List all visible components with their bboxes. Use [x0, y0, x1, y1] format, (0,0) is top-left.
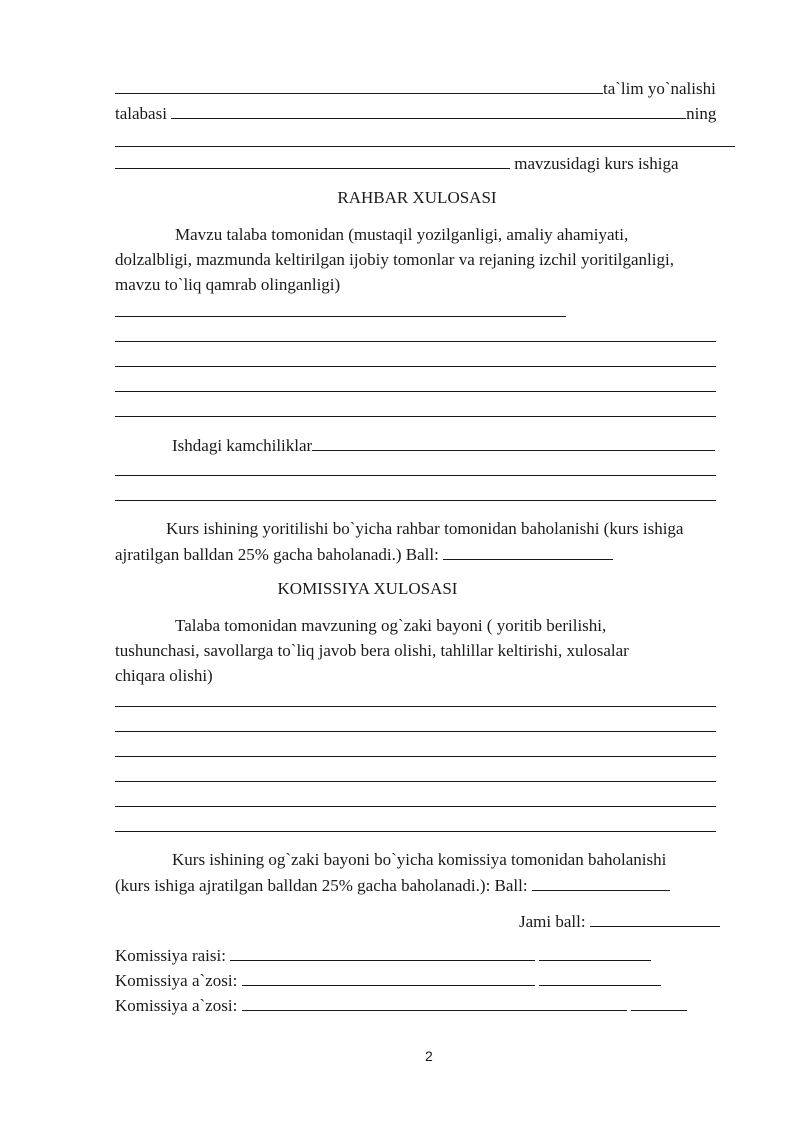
rahbar-answer-line[interactable]: [115, 316, 566, 317]
komissiya-answer-line[interactable]: [115, 781, 716, 782]
rahbar-baho-line-2: [115, 542, 613, 566]
azosi2-name-blank[interactable]: [242, 993, 627, 1011]
komissiya-azosi-label-1: Komissiya a`zosi:: [115, 971, 238, 990]
komissiya-azosi-line-2: [115, 993, 687, 1017]
komissiya-para-line-2: tushunchasi, savollarga to`liq javob bera olishi, tahlillar keltirishi, xulosalar: [115, 641, 629, 660]
komissiya-raisi-label: Komissiya raisi:: [115, 946, 226, 965]
komissiya-azosi-label-2: Komissiya a`zosi:: [115, 996, 238, 1015]
komissiya-answer-line[interactable]: [115, 731, 716, 732]
header-line-2-prefix: talabasi: [115, 104, 167, 123]
raisi-name-blank[interactable]: [230, 943, 535, 961]
komissiya-answer-line[interactable]: [115, 831, 716, 832]
komissiya-ball-label: (kurs ishiga ajratilgan balldan 25% gacha baholanadi.): Ball:: [115, 876, 528, 895]
header-line-2-suffix: ning: [686, 104, 717, 123]
header-line-4-suffix: mavzusidagi kurs ishiga: [514, 154, 679, 173]
komissiya-answer-line[interactable]: [115, 806, 716, 807]
student-name-blank[interactable]: [171, 101, 686, 119]
kamchiliklar-answer-line[interactable]: [115, 500, 716, 501]
page-number: 2: [425, 1048, 433, 1064]
kamchiliklar-blank[interactable]: [312, 433, 715, 451]
rahbar-baho-line-1: Kurs ishining yoritilishi bo`yicha rahbar tomonidan baholanishi (kurs ishiga: [166, 519, 684, 538]
topic-blank[interactable]: [115, 151, 510, 169]
jami-ball-line: [519, 909, 720, 933]
azosi2-signature-blank[interactable]: [631, 993, 687, 1011]
komissiya-heading: KOMISSIYA XULOSASI: [277, 579, 458, 598]
komissiya-para-line-1: Talaba tomonidan mavzuning og`zaki bayoni ( yoritib berilishi,: [175, 616, 607, 635]
komissiya-baho-line-2: [115, 873, 670, 897]
komissiya-answer-line[interactable]: [115, 756, 716, 757]
kamchiliklar-line: [172, 433, 715, 457]
rahbar-answer-line[interactable]: [115, 391, 716, 392]
rahbar-answer-line[interactable]: [115, 366, 716, 367]
komissiya-azosi-line-1: [115, 968, 661, 992]
komissiya-baho-line-1: Kurs ishining og`zaki bayoni bo`yicha komissiya tomonidan baholanishi: [172, 850, 667, 869]
azosi1-signature-blank[interactable]: [539, 968, 661, 986]
header-rule[interactable]: [115, 146, 735, 147]
rahbar-answer-line[interactable]: [115, 416, 716, 417]
rahbar-para-line-3: mavzu to`liq qamrab olinganligi): [115, 275, 341, 294]
kamchiliklar-label: Ishdagi kamchiliklar: [172, 436, 313, 455]
komissiya-para-line-3: chiqara olishi): [115, 666, 213, 685]
kamchiliklar-answer-line[interactable]: [115, 475, 716, 476]
rahbar-heading: RAHBAR XULOSASI: [337, 188, 497, 207]
field-blank[interactable]: [115, 76, 603, 94]
komissiya-answer-line[interactable]: [115, 706, 716, 707]
rahbar-ball-blank[interactable]: [443, 542, 613, 560]
rahbar-ball-label: ajratilgan balldan 25% gacha baholanadi.) Ball:: [115, 545, 439, 564]
header-line-2: [115, 101, 716, 125]
komissiya-ball-blank[interactable]: [532, 873, 670, 891]
rahbar-answer-line[interactable]: [115, 341, 716, 342]
header-line-1-suffix: ta`lim yo`nalishi: [603, 79, 716, 98]
rahbar-para-line-1: Mavzu talaba tomonidan (mustaqil yozilganligi, amaliy ahamiyati,: [175, 225, 629, 244]
jami-ball-label: Jami ball:: [519, 912, 586, 931]
jami-ball-blank[interactable]: [590, 909, 720, 927]
komissiya-raisi-line: [115, 943, 651, 967]
rahbar-para-line-2: dolzalbligi, mazmunda keltirilgan ijobiy tomonlar va rejaning izchil yoritilganligi,: [115, 250, 674, 269]
header-line-4: [115, 151, 679, 175]
raisi-signature-blank[interactable]: [539, 943, 651, 961]
header-line-1: [115, 76, 716, 100]
azosi1-name-blank[interactable]: [242, 968, 535, 986]
